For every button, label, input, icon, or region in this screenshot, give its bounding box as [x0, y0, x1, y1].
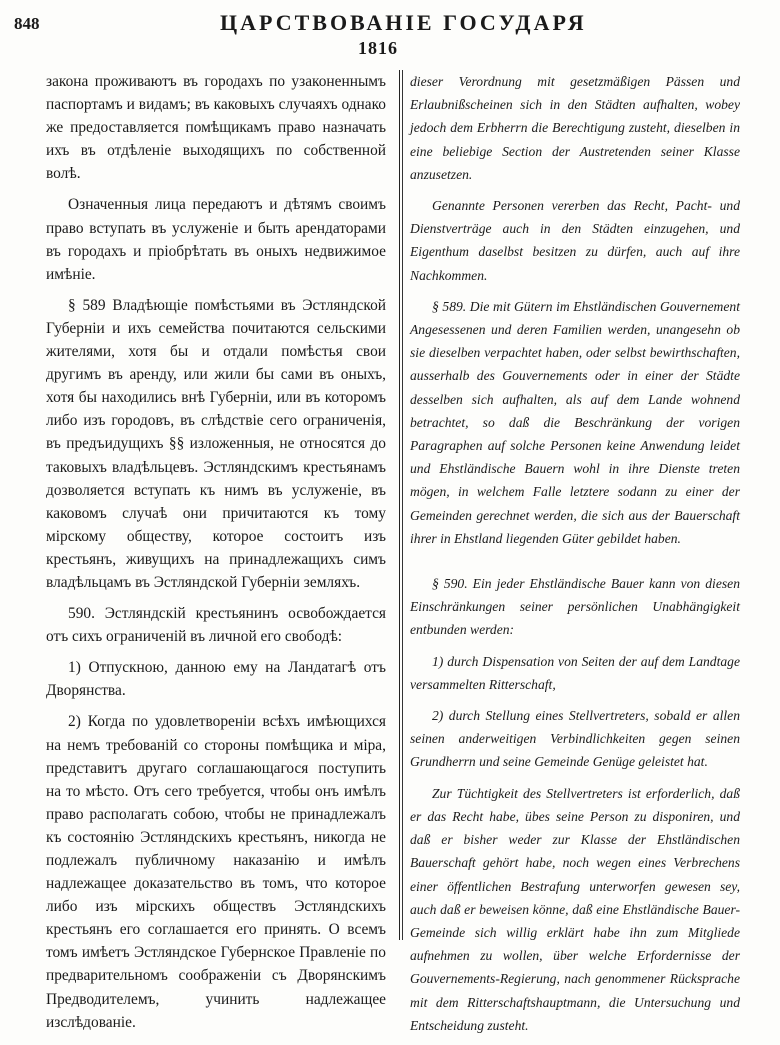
paragraph: Zur Tüchtigkeit des Stellvertreters ist erforderlich, daß er das Recht habe, übes seine Person zu disponiren, und daß er bisher weder zur Klasse der Ehstländischen Bauerschaft gehört habe, noch wegen eines Verbrechens einer öffentlichen Bestrafung unterworfen gewesen sey, auch daß er beweisen könne, daß eine Ehstländische Bauer-Gemeinde sich willig erklärt habe ihn zum Mitgliede aufnehmen zu wollen, über welche Erfordernisse der Gouvernements-Regierung, nach genommener Rücksprache mit dem Ritterschaftshauptmann, die Untersuchung und Entscheidung zusteht. [410, 785, 740, 1033]
paragraph: 1) Отпускною, данною ему на Ландатагѣ отъ Дворянства. [46, 659, 386, 700]
paragraph: Genannte Personen vererben das Recht, Pacht- und Dienstverträge auch in den Städten einzugehen, und Eigenthum daselbst besitzen zu dürfen, auch auf ihre Nachkommen. [410, 198, 740, 283]
page-number: 848 [14, 14, 40, 33]
year-heading: 1816 [358, 38, 398, 58]
running-title: ЦАРСТВОВАНІЕ ГОСУДАРЯ [220, 10, 587, 35]
paragraph: 590. Эстляндскій крестьянинъ освобождается отъ сихъ ограниченій въ личной его свободѣ: [46, 605, 386, 646]
paragraph: Означенныя лица передаютъ и дѣтямъ своимъ право вступать въ услуженіе и быть арендаторами въ городахъ и пріобрѣтать въ оныхъ недвижимое имѣніе. [46, 196, 386, 283]
paragraph: 1) durch Dispensation von Seiten der auf dem Landtage versammelten Ritterschaft, [410, 653, 740, 692]
paragraph: § 589. Die mit Gütern im Ehstländischen Gouvernement Angesessenen und deren Familien werden, unangesehn ob sie dieselben verpachtet haben, oder selbst bewirthschaften, ausserhalb des Gouvernements oder in einer der Städte desselben sich aufhalten, als auf dem Lande wohnend betrachtet, so daß die Beschränkung der vorigen Paragraphen auf solche Personen keine Anwendung leidet und Ehstländische Bauern wohl in ihre Dienste treten mögen, in welchem Falle letztere sodann zu einer der Gemeinden gerechnet werden, die sich aus der Bauerschaft ihrer in Ehstland liegenden Güter gebildet haben. [410, 298, 740, 546]
paragraph: § 590. Ein jeder Ehstländische Bauer kann von diesen Einschränkungen seiner persönlichen Unabhängigkeit entbunden werden: [410, 576, 740, 638]
russian-column [46, 70, 386, 1042]
paragraph: 2) Когда по удовлетвореніи всѣхъ имѣющихся на немъ требованій со стороны помѣщика и міра, представитъ другаго соглашающагося поступить на то мѣсто. Отъ сего требуется, чтобы онъ имѣлъ право располагать собою, чтобы не принадлежалъ къ состоянію Эстляндскихъ крестьянъ, никогда не подлежалъ публичному наказанію и имѣлъ надлежащее доказательство въ томъ, что которое либо изъ мірскихъ обществъ Эстляндскихъ крестьянъ его соглашается его принять. О всемъ томъ имѣетъ Эстляндское Губернское Правленіе по предварительномъ соображеніи съ Дворянскимъ Предводителемъ, учинить надлежащее изслѣдованіе. [46, 713, 386, 1031]
german-column [410, 70, 740, 1045]
paragraph: 2) durch Stellung eines Stellvertreters, sobald er allen seinen anderweitigen Verbindlichkeiten gegen seinen Grundherrn und seine Gemeinde Genüge geleistet hat. [410, 708, 740, 770]
paragraph: dieser Verordnung mit gesetzmäßigen Pässen und Erlaubnißscheinen sich in den Städten aufhalten, wobey jedoch dem Erbherrn die Berechtigung zusteht, dieselben in eine beliebige Section der Austretenden seiner Klasse anzusetzen. [410, 74, 740, 182]
paragraph: § 589 Владѣющіе помѣстьями въ Эстляндской Губерніи и ихъ семейства почитаются сельскими жителями, хотя бы и отдали помѣстья свои другимъ въ аренду, или жили бы сами въ оныхъ, хотя бы находились внѣ Губерніи, или въ которомъ либо изъ городовъ, въ слѣдствіе сего ограниченія, въ предъидущихъ §§ изложенныя, не относятся до таковыхъ владѣльцевъ. Эстляндскимъ крестьянамъ дозволяется вступать къ нимъ въ услуженіе, въ каковомъ случаѣ они причитаются къ тому мірскому обществу, которое состоитъ изъ крестьянъ, живущихъ на принадлежащихъ симъ владѣльцамъ въ Эстляндской Губерніи земляхъ. [46, 296, 386, 591]
column-divider [399, 70, 400, 940]
paragraph: закона проживаютъ въ городахъ по узаконеннымъ паспортамъ и видамъ; въ каковыхъ случаяхъ однако же предоставляется помѣщикамъ право назначать ихъ въ отдѣленіе выходящихъ по собственной волѣ. [46, 73, 386, 183]
